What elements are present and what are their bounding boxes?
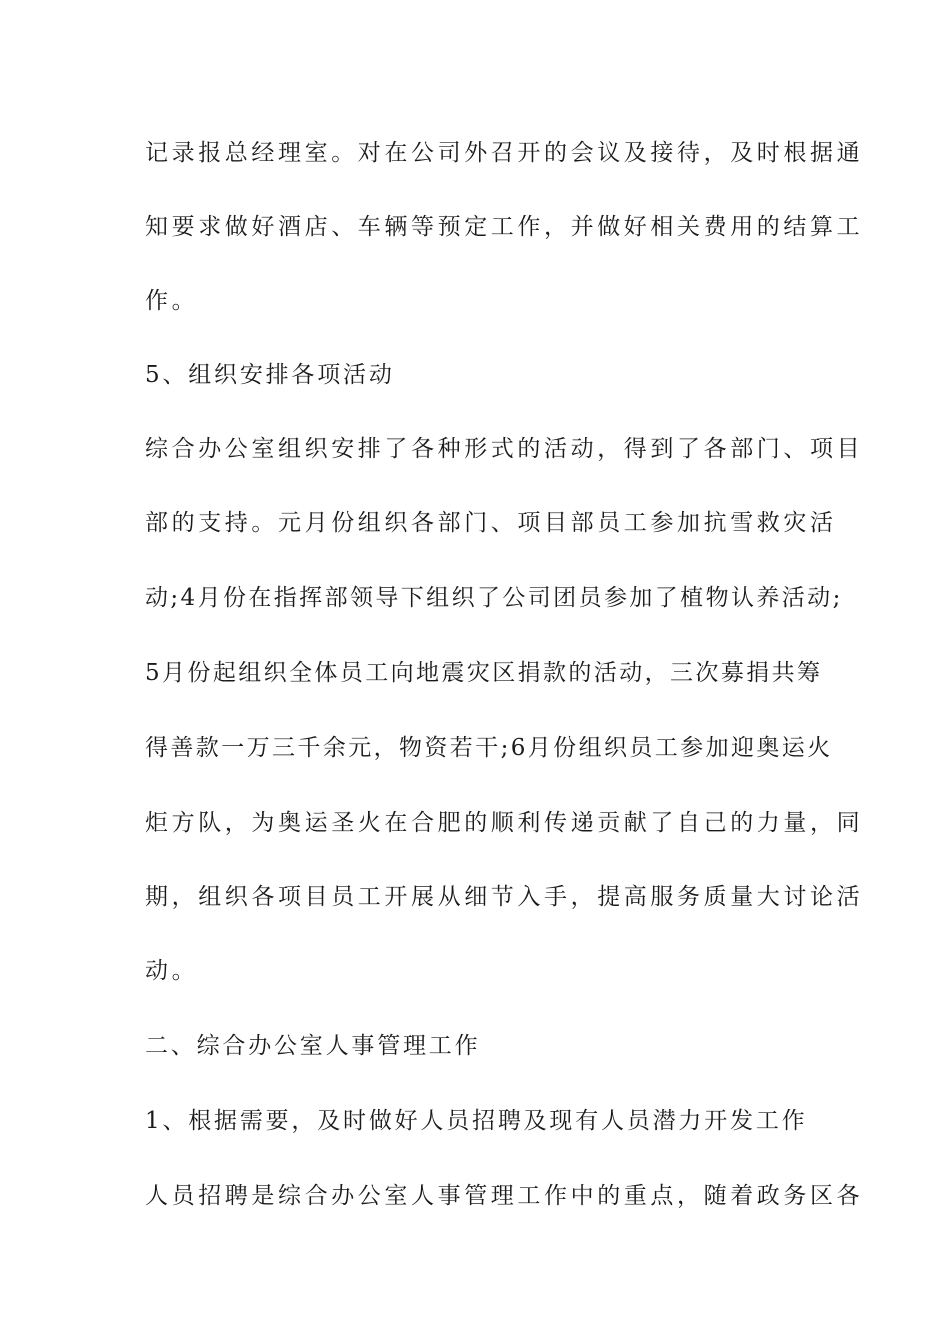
- paragraph-line: 期，组织各项目员工开展从细节入手，提高服务质量大讨论活: [145, 884, 864, 910]
- paragraph-line: 动;4月份在指挥部领导下组织了公司团员参加了植物认养活动;: [145, 585, 843, 611]
- paragraph-line: 炬方队，为奥运圣火在合肥的顺利传递贡献了自己的力量，同: [145, 810, 864, 836]
- subsection-heading: 1、根据需要，及时做好人员招聘及现有人员潜力开发工作: [145, 1108, 808, 1134]
- section-heading: 二、综合办公室人事管理工作: [145, 1033, 481, 1059]
- paragraph-line: 5月份起组织全体员工向地震灾区捐款的活动，三次募捐共筹: [145, 660, 823, 686]
- section-heading: 5、组织安排各项活动: [145, 362, 395, 388]
- paragraph-line: 人员招聘是综合办公室人事管理工作中的重点，随着政务区各: [145, 1183, 864, 1209]
- paragraph-line: 得善款一万三千余元，物资若干;6月份组织员工参加迎奥运火: [145, 735, 833, 761]
- paragraph-line: 作。: [145, 288, 199, 314]
- paragraph-line: 知要求做好酒店、车辆等预定工作，并做好相关费用的结算工: [145, 214, 864, 240]
- paragraph-line: 综合办公室组织安排了各种形式的活动，得到了各部门、项目: [145, 436, 864, 462]
- paragraph-line: 记录报总经理室。对在公司外召开的会议及接待，及时根据通: [145, 140, 864, 166]
- paragraph-line: 部的支持。元月份组织各部门、项目部员工参加抗雪救灾活: [145, 510, 837, 536]
- paragraph-line: 动。: [145, 958, 199, 984]
